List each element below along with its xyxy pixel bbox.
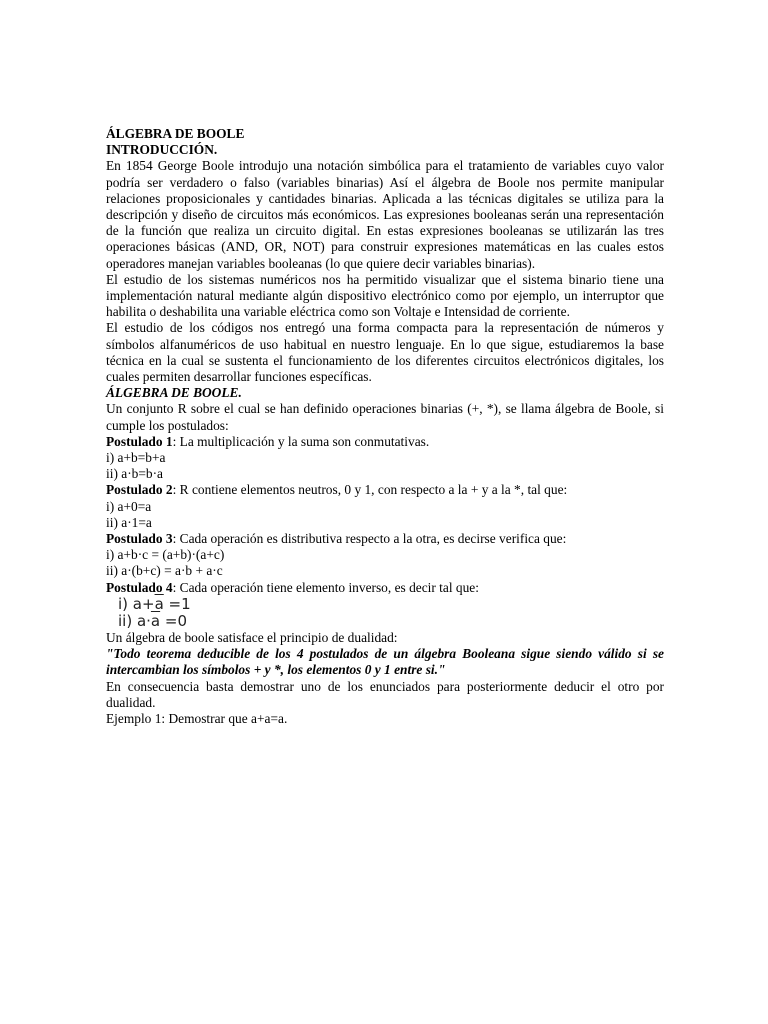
postulate-label: Postulado 4 [106, 579, 173, 595]
postulate-text: : R contiene elementos neutros, 0 y 1, con respecto a la + y a la *, tal que: [172, 482, 568, 498]
duality-quote: "Todo teorema deducible de los 4 postulados de un álgebra Booleana sigue siendo válido si se intercambian los símbolos + y *, los elementos 0 y 1 entre si." [106, 646, 664, 678]
formula-complement: $\overline{a}$ [154, 594, 164, 613]
postulate-label: Postulado 2 [106, 482, 173, 498]
section-heading: ÁLGEBRA DE BOOLE. [106, 385, 242, 401]
duality-intro: Un álgebra de boole satisface el principio de dualidad: [106, 629, 398, 645]
formula-suffix: =1 [163, 594, 191, 613]
formula-prefix: ii) a· [118, 611, 151, 630]
postulate-2 [106, 482, 664, 498]
inverse-formula-product [106, 613, 664, 630]
intro-paragraph: El estudio de los sistemas numéricos nos ha permitido visualizar que el sistema binario tiene una implementación natural mediante algún dispositivo electrónico como por ejemplo, un interruptor que habilita o deshabilita una variable eléctrica como son Voltaje e Intensidad de corriente. [106, 271, 664, 320]
inverse-formula-sum [106, 596, 664, 613]
postulate-3 [106, 531, 664, 547]
postulate-4 [106, 580, 664, 596]
postulate-1 [106, 434, 664, 450]
postulate-text: : Cada operación es distributiva respecto a la otra, es decirse verifica que: [172, 531, 567, 547]
intro-heading: INTRODUCCIÓN. [106, 142, 218, 158]
formula-complement: $\overline{a}$ [150, 611, 161, 630]
postulate-item: ii) a·1=a [106, 514, 152, 530]
intro-paragraph: El estudio de los códigos nos entregó una forma compacta para la representación de números y símbolos alfanuméricos de uso habitual en nuestro lenguaje. En lo que sigue, estudiaremos la base técnica en la cual se sustenta el funcionamiento de los diferentes circuitos electrónicos digitales, los cuales permiten desarrollar funciones específicas. [106, 320, 664, 385]
postulate-label: Postulado 3 [106, 531, 173, 547]
postulate-text: : Cada operación tiene elemento inverso, es decir tal que: [172, 579, 479, 595]
postulate-item: i) a+b·c = (a+b)·(a+c) [106, 547, 225, 563]
postulate-item: i) a+b=b+a [106, 450, 166, 466]
consequence-paragraph: En consecuencia basta demostrar uno de los enunciados para posteriormente deducir el otro por dualidad. [106, 678, 664, 710]
postulate-label: Postulado 1 [106, 433, 173, 449]
document-page [106, 126, 664, 727]
definition-paragraph: Un conjunto R sobre el cual se han definido operaciones binarias (+, *), se llama álgebra de Boole, si cumple los postulados: [106, 401, 664, 433]
document-title: ÁLGEBRA DE BOOLE [106, 126, 245, 141]
formula-suffix: =0 [160, 611, 188, 630]
formula-prefix: i) a+ [118, 594, 155, 613]
intro-paragraph: En 1854 George Boole introdujo una notación simbólica para el tratamiento de variables cuyo valor podría ser verdadero o falso (variables binarias) Así el álgebra de Boole nos permite manipular relaciones proposicionales y cantidades binarias. Aplicada a las técnicas digitales se utiliza para la descripción y diseño de circuitos más económicos. Las expresiones booleanas serán una representación de la función que realiza un circuito digital. En estas expresiones booleanas se utilizarán las tres operaciones básicas (AND, OR, NOT) para construir expresiones matemáticas en las cuales estos operadores manejan variables booleanas (lo que quiere decir variables binarias). [106, 158, 664, 271]
example-line: Ejemplo 1: Demostrar que a+a=a. [106, 710, 288, 726]
postulate-item: ii) a·(b+c) = a·b + a·c [106, 563, 223, 579]
postulate-item: i) a+0=a [106, 498, 152, 514]
postulate-item: ii) a·b=b·a [106, 466, 163, 482]
postulate-text: : La multiplicación y la suma son conmutativas. [172, 433, 430, 449]
